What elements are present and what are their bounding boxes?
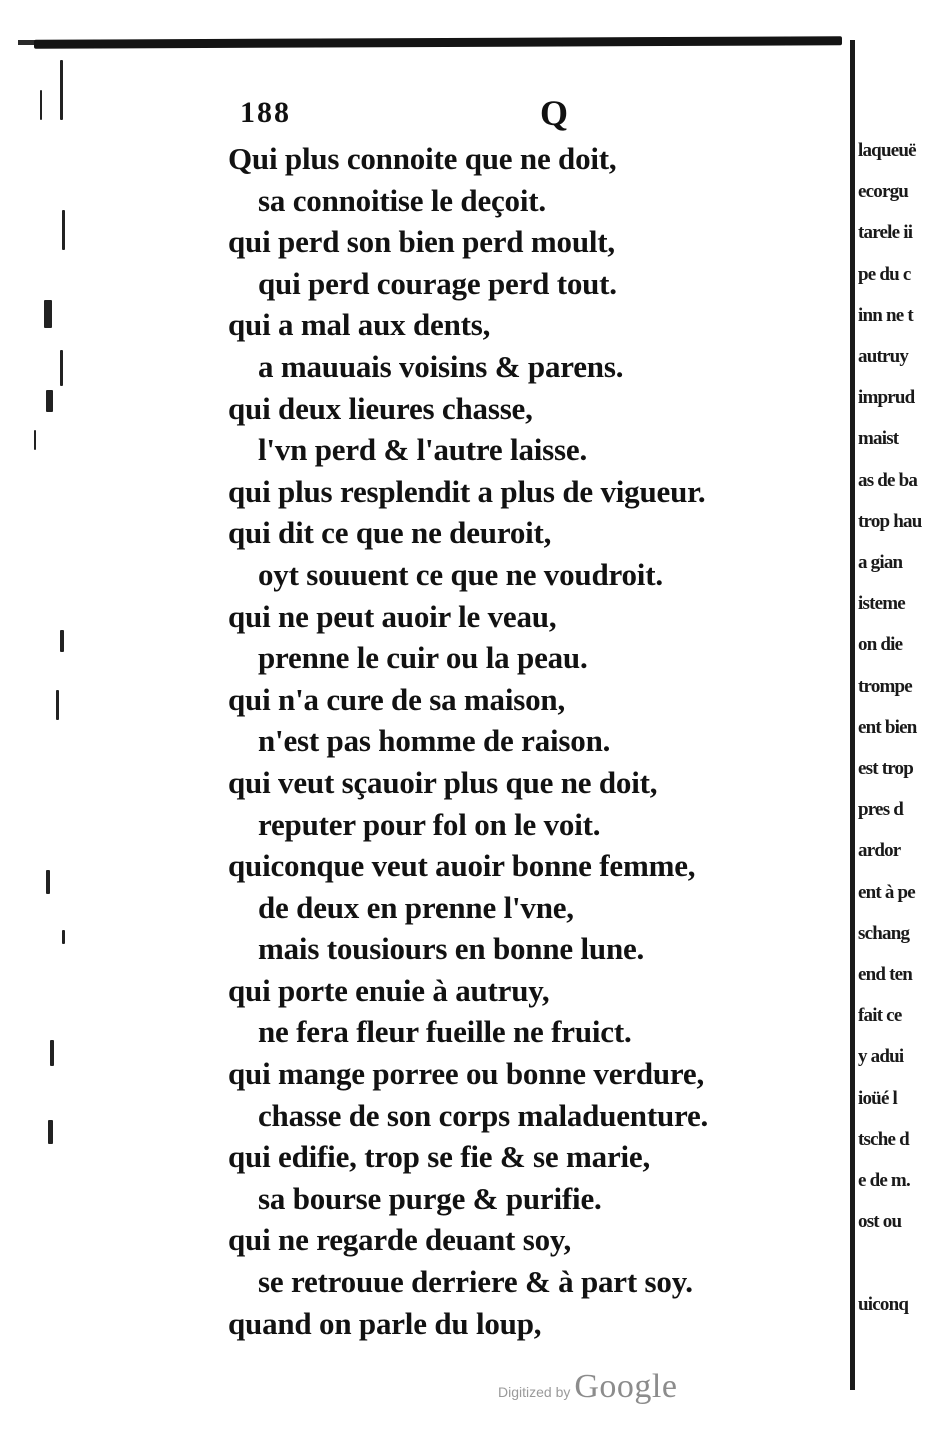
adjacent-page-text: isteme — [858, 593, 905, 615]
margin-speck — [50, 1040, 54, 1066]
adjacent-page-text: ent bien — [858, 716, 917, 738]
verse-line: qui ne regarde deuant soy, — [228, 1222, 572, 1258]
verse-line: reputer pour fol on le voit. — [258, 806, 601, 842]
verse-line: sa bourse purge & purifie. — [258, 1180, 602, 1216]
verse-line: qui edifie, trop se fie & se marie, — [228, 1139, 651, 1175]
adjacent-page-text: pe du c — [858, 263, 911, 285]
adjacent-page-text: ardor — [858, 840, 901, 862]
top-page-rule — [34, 36, 842, 49]
adjacent-page-text: ent à pe — [858, 881, 915, 903]
margin-speck — [40, 90, 42, 120]
adjacent-page-text: laqueuë — [858, 140, 916, 161]
verse-line: sa connoitise le deçoit. — [258, 182, 546, 218]
adjacent-page-text: maist — [858, 428, 899, 450]
margin-speck — [62, 210, 65, 250]
adjacent-page-text: imprud — [858, 387, 915, 409]
digitized-watermark — [498, 1368, 677, 1406]
verse-line: oyt souuent ce que ne voudroit. — [258, 556, 663, 592]
verse-line: de deux en prenne l'vne, — [258, 889, 574, 925]
page-number: 188 — [240, 96, 291, 129]
verse-line: qui deux lieures chasse, — [228, 390, 533, 426]
verse-line: qui perd courage perd tout. — [258, 265, 617, 301]
adjacent-page-text: autruy — [858, 346, 909, 368]
adjacent-page-text: ecorgu — [858, 181, 909, 203]
adjacent-page-text: pres d — [858, 799, 904, 821]
margin-speck — [60, 350, 63, 386]
adjacent-page-text: y adui — [858, 1046, 904, 1068]
verse-line: qui porte enuie à autruy, — [228, 972, 550, 1008]
adjacent-page-text: inn ne t — [858, 304, 913, 326]
verse-line: n'est pas homme de raison. — [258, 723, 611, 759]
margin-speck — [46, 870, 50, 894]
left-scan-margin — [10, 50, 80, 1250]
verse-line: chasse de son corps maladuenture. — [258, 1097, 709, 1133]
verse-line: a mauuais voisins & parens. — [258, 348, 624, 384]
verse-line: Qui plus connoite que ne doit, — [228, 141, 617, 176]
proverb-verses — [228, 138, 828, 1344]
adjacent-page-text: end ten — [858, 964, 913, 986]
adjacent-page-fragment — [858, 130, 942, 1330]
verse-line: ne fera fleur fueille ne fruict. — [258, 1014, 632, 1050]
adjacent-page-text: trompe — [858, 675, 912, 697]
verse-line: prenne le cuir ou la peau. — [258, 640, 588, 676]
page-gutter-line — [850, 40, 855, 1390]
margin-speck — [60, 60, 63, 120]
margin-speck — [34, 430, 36, 450]
verse-line: qui n'a cure de sa maison, — [228, 681, 566, 717]
verse-line: qui plus resplendit a plus de vigueur. — [228, 473, 706, 509]
verse-line: quand on parle du loup, — [228, 1305, 542, 1341]
adjacent-page-text: ioüé l — [858, 1087, 898, 1109]
adjacent-page-text: uiconq — [858, 1293, 909, 1315]
margin-speck — [62, 930, 65, 944]
adjacent-page-text: on die — [858, 634, 903, 656]
adjacent-page-text: tsche d — [858, 1128, 909, 1150]
adjacent-page-text: trop hau — [858, 510, 922, 532]
adjacent-page-text: est trop — [858, 758, 913, 780]
verse-line: qui perd son bien perd moult, — [228, 224, 615, 260]
running-head-letter: Q — [540, 93, 569, 133]
adjacent-page-text: e de m. — [858, 1170, 910, 1192]
adjacent-page-text: tarele ii — [858, 222, 913, 244]
verse-line: qui mange porree ou bonne verdure, — [228, 1056, 705, 1092]
verse-line: quiconque veut auoir bonne femme, — [228, 848, 696, 884]
margin-speck — [46, 390, 53, 412]
adjacent-page-text: as de ba — [858, 469, 918, 491]
margin-speck — [60, 630, 64, 652]
verse-line: l'vn perd & l'autre laisse. — [258, 432, 588, 468]
verse-line: qui dit ce que ne deuroit, — [228, 515, 552, 551]
digitized-by-text: Digitized by — [498, 1384, 571, 1400]
margin-speck — [44, 300, 52, 328]
verse-line: qui ne peut auoir le veau, — [228, 598, 557, 634]
google-logo: Google — [574, 1368, 678, 1405]
adjacent-page-text: ost ou — [858, 1211, 902, 1233]
adjacent-page-text: a gian — [858, 552, 903, 574]
verse-line: se retrouue derriere & à part soy. — [258, 1264, 693, 1300]
margin-speck — [56, 690, 59, 720]
adjacent-page-text: fait ce — [858, 1005, 902, 1027]
adjacent-page-text: schang — [858, 922, 910, 944]
margin-speck — [48, 1120, 53, 1144]
verse-line: mais tousiours en bonne lune. — [258, 931, 645, 967]
adjacent-page-text — [858, 1242, 942, 1283]
verse-line: qui veut sçauoir plus que ne doit, — [228, 764, 658, 800]
verse-line: qui a mal aux dents, — [228, 307, 491, 343]
